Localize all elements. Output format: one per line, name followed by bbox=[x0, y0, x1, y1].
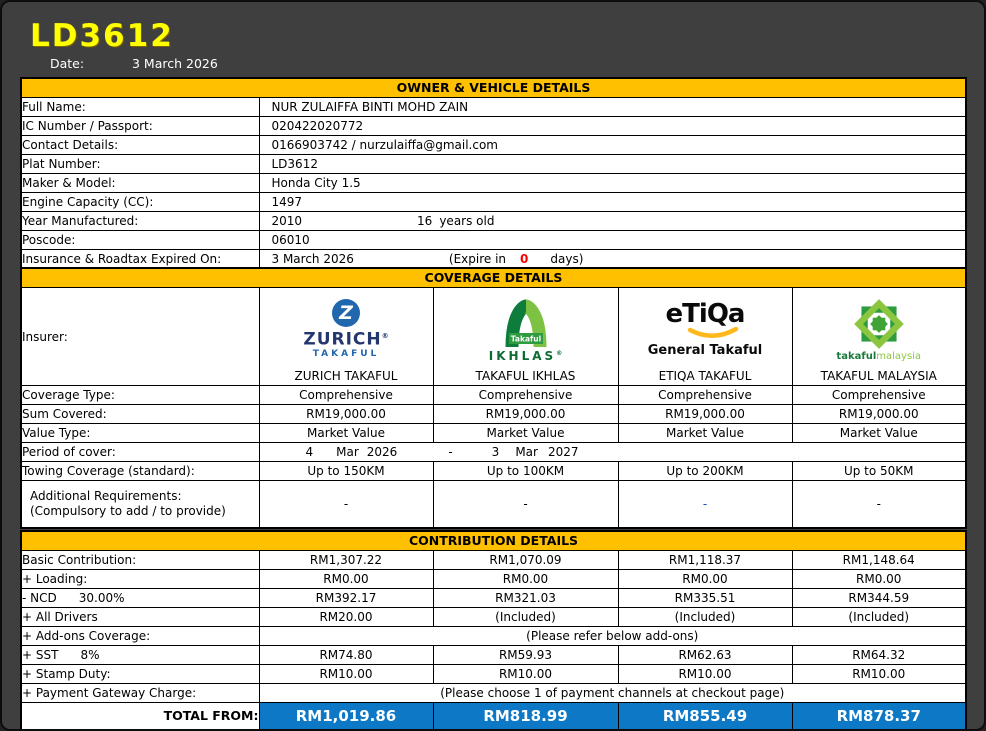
field-value: 06010 bbox=[259, 231, 966, 250]
table-row bbox=[21, 117, 966, 136]
cell-value: RM74.80 bbox=[259, 646, 433, 665]
takaful-malaysia-logo-icon bbox=[793, 291, 966, 369]
field-label: + All Drivers bbox=[21, 608, 259, 627]
table-row bbox=[21, 98, 966, 117]
etiqa-wordmark: eTiQa bbox=[665, 298, 745, 329]
cell-value: Market Value bbox=[433, 424, 618, 443]
field-label: IC Number / Passport: bbox=[21, 117, 259, 136]
cell-value: Up to 50KM bbox=[792, 462, 966, 481]
table-row bbox=[21, 193, 966, 212]
expire-days-count: 0 bbox=[520, 252, 529, 266]
field-label: Engine Capacity (CC): bbox=[21, 193, 259, 212]
period-end-year: 2027 bbox=[547, 445, 579, 459]
table-row-total bbox=[21, 703, 966, 731]
table-row-addons bbox=[21, 627, 966, 646]
cell-value: Comprehensive bbox=[259, 386, 433, 405]
field-label: + Loading: bbox=[21, 570, 259, 589]
field-label: + Payment Gateway Charge: bbox=[21, 684, 259, 703]
field-label: Additional Requirements: (Compulsory to add / to provide) bbox=[21, 481, 259, 529]
cell-value: RM0.00 bbox=[792, 570, 966, 589]
insurer-cell-etiqa bbox=[618, 288, 792, 386]
date-row bbox=[50, 56, 218, 71]
cell-value: Up to 100KM bbox=[433, 462, 618, 481]
field-label: Year Manufactured: bbox=[21, 212, 259, 231]
etiqa-logo-icon bbox=[619, 291, 792, 369]
total-price: RM818.99 bbox=[433, 703, 618, 731]
etiqa-swoosh-icon bbox=[687, 327, 739, 340]
cell-value: RM19,000.00 bbox=[433, 405, 618, 424]
period-start-month: Mar bbox=[336, 445, 359, 459]
total-price: RM1,019.86 bbox=[259, 703, 433, 731]
field-value: Honda City 1.5 bbox=[259, 174, 966, 193]
ikhlas-arch-icon bbox=[494, 297, 558, 347]
cell-value: - bbox=[433, 481, 618, 529]
contribution-section-header: CONTRIBUTION DETAILS bbox=[21, 531, 966, 551]
cell-value: Up to 200KM bbox=[618, 462, 792, 481]
cell-value: RM62.63 bbox=[618, 646, 792, 665]
cell-value: Comprehensive bbox=[792, 386, 966, 405]
cell-value: RM1,307.22 bbox=[259, 551, 433, 570]
field-label: Period of cover: bbox=[21, 443, 259, 462]
table-row bbox=[21, 462, 966, 481]
table-row bbox=[21, 386, 966, 405]
insurer-name: ZURICH TAKAFUL bbox=[294, 368, 398, 383]
field-label: + Stamp Duty: bbox=[21, 665, 259, 684]
cell-value: Comprehensive bbox=[618, 386, 792, 405]
addons-note: (Please refer below add-ons) bbox=[259, 627, 966, 646]
cell-value: RM0.00 bbox=[618, 570, 792, 589]
field-label: - NCD 30.00% bbox=[21, 589, 259, 608]
cell-value: RM0.00 bbox=[433, 570, 618, 589]
field-label: Full Name: bbox=[21, 98, 259, 117]
expiry-date: 3 March 2026 bbox=[271, 252, 354, 266]
ncd-percentage: 30.00% bbox=[78, 591, 125, 605]
field-value: 0166903742 / nurzulaiffa@gmail.com bbox=[259, 136, 966, 155]
insurer-name: ETIQA TAKAFUL bbox=[658, 368, 752, 383]
cell-value: Up to 150KM bbox=[259, 462, 433, 481]
field-value: LD3612 bbox=[259, 155, 966, 174]
period-end-month: Mar bbox=[515, 445, 538, 459]
registered-mark: ® bbox=[381, 331, 389, 340]
cell-value: RM10.00 bbox=[259, 665, 433, 684]
field-label: Coverage Type: bbox=[21, 386, 259, 405]
table-row bbox=[21, 136, 966, 155]
cell-value: RM19,000.00 bbox=[792, 405, 966, 424]
expire-in-prefix: (Expire in bbox=[448, 252, 507, 266]
cell-value: RM10.00 bbox=[433, 665, 618, 684]
field-value bbox=[259, 212, 966, 231]
table-row-payment-gateway bbox=[21, 684, 966, 703]
takaful-malaysia-star-icon bbox=[852, 297, 906, 351]
table-row bbox=[21, 174, 966, 193]
zurich-z-icon: Z bbox=[332, 299, 360, 327]
vehicle-age-suffix: years old bbox=[439, 214, 495, 228]
field-label: + SST 8% bbox=[21, 646, 259, 665]
field-label: Plat Number: bbox=[21, 155, 259, 174]
total-price: RM878.37 bbox=[792, 703, 966, 731]
field-label: Sum Covered: bbox=[21, 405, 259, 424]
cell-value: RM1,148.64 bbox=[792, 551, 966, 570]
cell-value: RM392.17 bbox=[259, 589, 433, 608]
field-label: Towing Coverage (standard): bbox=[21, 462, 259, 481]
coverage-table bbox=[20, 267, 967, 529]
table-row-additional-requirements bbox=[21, 481, 966, 529]
sst-percentage: 8% bbox=[80, 648, 100, 662]
takaful-malaysia-wordmark: takafulmalaysia bbox=[836, 351, 922, 362]
coverage-section-header: COVERAGE DETAILS bbox=[21, 268, 966, 288]
cell-value: Market Value bbox=[259, 424, 433, 443]
svg-text:Takaful: Takaful bbox=[510, 334, 541, 343]
period-end-day: 3 bbox=[491, 445, 500, 459]
table-row-year-manufactured bbox=[21, 212, 966, 231]
field-label: Maker & Model: bbox=[21, 174, 259, 193]
period-start-day: 4 bbox=[305, 445, 314, 459]
cell-value: RM59.93 bbox=[433, 646, 618, 665]
table-row bbox=[21, 531, 966, 551]
zurich-wordmark: ZURICH® bbox=[303, 329, 389, 350]
insurer-row bbox=[21, 288, 966, 386]
total-from-label: TOTAL FROM: bbox=[21, 703, 259, 731]
cell-value: Comprehensive bbox=[433, 386, 618, 405]
field-label: Contact Details: bbox=[21, 136, 259, 155]
cell-value: - bbox=[259, 481, 433, 529]
etiqa-general-takaful: General Takaful bbox=[647, 342, 763, 358]
field-label: Basic Contribution: bbox=[21, 551, 259, 570]
expire-suffix: days) bbox=[550, 252, 584, 266]
cell-value: (Included) bbox=[433, 608, 618, 627]
cell-value: Market Value bbox=[618, 424, 792, 443]
table-row bbox=[21, 646, 966, 665]
table-row bbox=[21, 608, 966, 627]
cell-value: RM1,118.37 bbox=[618, 551, 792, 570]
table-row bbox=[21, 551, 966, 570]
field-label: + Add-ons Coverage: bbox=[21, 627, 259, 646]
table-row bbox=[21, 268, 966, 288]
zurich-takaful-logo-icon bbox=[260, 291, 433, 369]
cell-value: (Included) bbox=[792, 608, 966, 627]
cell-value: RM20.00 bbox=[259, 608, 433, 627]
total-price: RM855.49 bbox=[618, 703, 792, 731]
cell-value: RM10.00 bbox=[618, 665, 792, 684]
cell-value: RM344.59 bbox=[792, 589, 966, 608]
period-start-year: 2026 bbox=[366, 445, 398, 459]
year-value: 2010 bbox=[271, 214, 303, 228]
contribution-table bbox=[20, 530, 967, 731]
table-row bbox=[21, 405, 966, 424]
insurer-cell-ikhlas bbox=[433, 288, 618, 386]
cell-value: RM19,000.00 bbox=[259, 405, 433, 424]
cell-value: RM64.32 bbox=[792, 646, 966, 665]
vehicle-age: 16 bbox=[417, 214, 433, 228]
cell-value: (Included) bbox=[618, 608, 792, 627]
table-row bbox=[21, 155, 966, 174]
cell-value: - bbox=[792, 481, 966, 529]
insurer-name: TAKAFUL IKHLAS bbox=[475, 368, 576, 383]
owner-section-header: OWNER & VEHICLE DETAILS bbox=[21, 78, 966, 98]
table-row-period bbox=[21, 443, 966, 462]
cell-value: - bbox=[618, 481, 792, 529]
cell-value: RM335.51 bbox=[618, 589, 792, 608]
field-label: Poscode: bbox=[21, 231, 259, 250]
insurer-name: TAKAFUL MALAYSIA bbox=[820, 368, 937, 383]
owner-vehicle-table bbox=[20, 77, 967, 270]
field-value: 020422020772 bbox=[259, 117, 966, 136]
date-label: Date: bbox=[50, 56, 85, 71]
insurer-cell-zurich bbox=[259, 288, 433, 386]
field-value: NUR ZULAIFFA BINTI MOHD ZAIN bbox=[259, 98, 966, 117]
field-value: 1497 bbox=[259, 193, 966, 212]
period-of-cover-cell bbox=[259, 443, 966, 462]
period-separator: - bbox=[448, 445, 453, 459]
ikhlas-wordmark: IKHLAS® bbox=[488, 348, 563, 363]
field-label: Insurance & Roadtax Expired On: bbox=[21, 250, 259, 270]
table-row bbox=[21, 424, 966, 443]
field-label: Insurer: bbox=[21, 288, 259, 386]
cell-value: RM19,000.00 bbox=[618, 405, 792, 424]
table-row bbox=[21, 665, 966, 684]
cell-value: RM10.00 bbox=[792, 665, 966, 684]
cell-value: Market Value bbox=[792, 424, 966, 443]
registered-mark: ® bbox=[556, 349, 563, 357]
page-title: LD3612 bbox=[30, 18, 174, 54]
zurich-takaful-sub: TAKAFUL bbox=[312, 349, 380, 360]
insurer-cell-takaful-malaysia bbox=[792, 288, 966, 386]
cell-value: RM1,070.09 bbox=[433, 551, 618, 570]
date-value: 3 March 2026 bbox=[132, 56, 218, 71]
cell-value: RM0.00 bbox=[259, 570, 433, 589]
takaful-ikhlas-logo-icon bbox=[434, 291, 618, 369]
table-row bbox=[21, 589, 966, 608]
field-label: Value Type: bbox=[21, 424, 259, 443]
payment-gateway-note: (Please choose 1 of payment channels at checkout page) bbox=[259, 684, 966, 703]
table-row bbox=[21, 231, 966, 250]
table-row bbox=[21, 570, 966, 589]
table-row bbox=[21, 78, 966, 98]
cell-value: RM321.03 bbox=[433, 589, 618, 608]
